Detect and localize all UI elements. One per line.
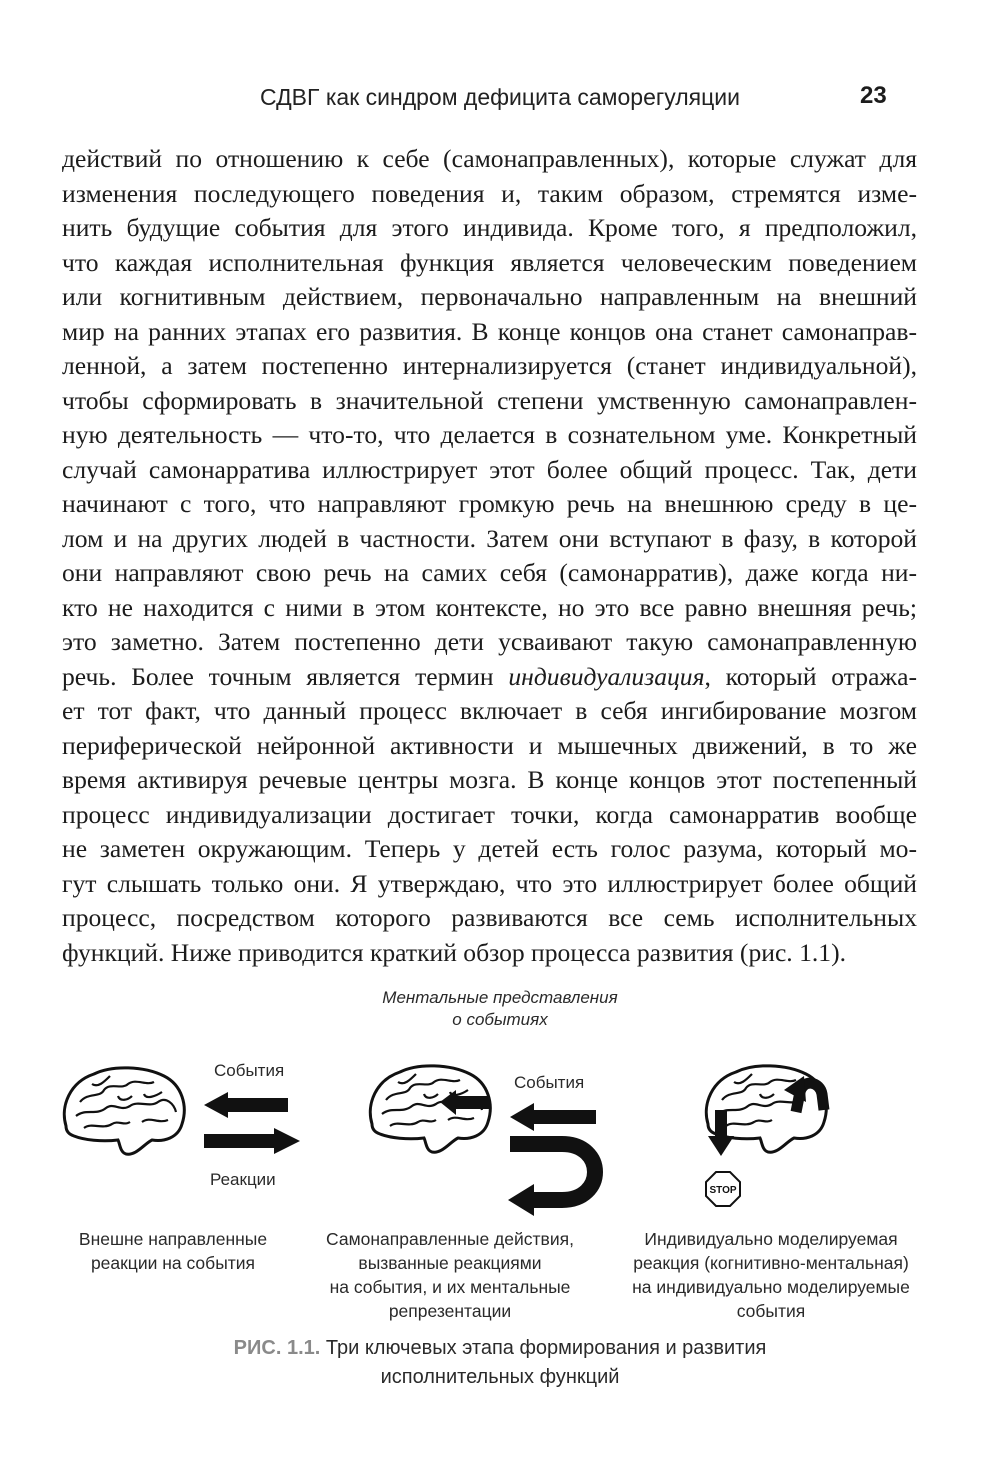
- brain-icon: [364, 1060, 496, 1158]
- caption-line: вызванные реакциями: [358, 1253, 542, 1273]
- brain-icon: [58, 1062, 190, 1160]
- text-line: ную деятельность — что-то, что делается в сознательном уме. Конкретный: [62, 420, 917, 449]
- caption-line: Индивидуально моделируемая: [644, 1229, 898, 1249]
- caption-line: реакция (когнитивно-ментальная): [633, 1253, 909, 1273]
- caption-line: на индивидуально моделируемые: [632, 1277, 910, 1297]
- text-line: процесс индивидуализации достигает точки, когда самонарратив вообще: [62, 799, 917, 829]
- figure-number: РИС. 1.1.: [233, 1337, 321, 1359]
- figure-top-title: [0, 987, 1000, 1031]
- stop-sign-text: STOP: [709, 1185, 737, 1196]
- panel1-caption: [50, 1227, 296, 1275]
- text-line: нить будущие события для этого индивида. Кроме того, я предположил,: [62, 213, 917, 242]
- events-label: События: [214, 1061, 285, 1080]
- text-line: ленной, а затем постепенно интернализируется (станет индивидуальной),: [62, 351, 917, 380]
- panel2-caption: [310, 1227, 590, 1323]
- text-line: ет тот факт, что данный процесс включает в себя ингибирование мозгом: [62, 696, 917, 725]
- events-label: События: [514, 1073, 585, 1092]
- text-line: они направляют свою речь на самих себя (самонарратив), даже когда ни-: [62, 558, 917, 587]
- reactions-label: Реакции: [210, 1170, 276, 1189]
- u-turn-arrow-icon: [506, 1136, 618, 1216]
- text-line: изменения последующего поведения и, таким образом, стремятся изме-: [62, 178, 917, 208]
- figure-top-title-line: о событиях: [452, 1010, 548, 1029]
- text-run: речь. Более точным является термин: [62, 661, 509, 691]
- text-line: гут слышать только они. Я утверждаю, что это иллюстрирует более общий: [62, 868, 917, 898]
- text-line: или когнитивным действием, первоначально направленным на внешний: [62, 282, 917, 311]
- text-line: лом и на других людей в частности. Затем они вступают в фазу, в которой: [62, 523, 917, 553]
- body-text: [62, 142, 917, 970]
- text-line: действий по отношению к себе (самонаправленных), которые служат для: [62, 144, 917, 173]
- arrow-left-icon: [204, 1092, 288, 1118]
- page-number: 23: [860, 82, 887, 109]
- text-line: что каждая исполнительная функция является человеческим поведением: [62, 247, 917, 277]
- text-line: [62, 660, 917, 695]
- italic-term: индивидуализация: [508, 661, 705, 691]
- text-line: процесс, посредством которого развиваются все семь исполнительных: [62, 903, 917, 932]
- text-line: чтобы сформировать в значительной степени умственную самонаправлен-: [62, 385, 917, 415]
- text-line: это заметно. Затем постепенно дети усваивают такую самонаправленную: [62, 627, 917, 656]
- caption-line: Самонаправленные действия,: [326, 1229, 574, 1249]
- text-line: не заметен окружающим. Теперь у детей есть голос разума, который мо-: [62, 834, 917, 863]
- figure-caption-line-2: исполнительных функций: [380, 1366, 620, 1388]
- text-line: время активируя речевые центры мозга. В конце концов этот постепенный: [62, 765, 917, 794]
- caption-line: события: [736, 1301, 806, 1321]
- figure-top-title-line: Ментальные представления: [382, 988, 618, 1007]
- caption-line: Внешне направленные: [78, 1229, 268, 1249]
- text-line: функций. Ниже приводится краткий обзор процесса развития (рис. 1.1).: [62, 937, 847, 967]
- text-line: начинают с того, что направляют громкую речь на внешнюю среду в це-: [62, 489, 917, 518]
- caption-line: репрезентации: [388, 1301, 512, 1321]
- arrow-down-icon: [708, 1110, 734, 1156]
- arrow-left-icon: [510, 1103, 596, 1131]
- text-line: случай самонарратива иллюстрирует этот более общий процесс. Так, дети: [62, 454, 917, 484]
- arrow-right-icon: [204, 1128, 300, 1154]
- text-line: периферической нейронной активности и мышечных движений, в то же: [62, 730, 917, 760]
- text-line: мир на ранних этапах его развития. В конце концов она станет самонаправ-: [62, 316, 917, 346]
- caption-line: реакции на события: [90, 1253, 256, 1273]
- caption-line: на события, и их ментальные: [329, 1277, 571, 1297]
- figure-caption-text: Три ключевых этапа формирования и развития: [320, 1337, 767, 1359]
- running-title: СДВГ как синдром дефицита саморегуляции: [259, 84, 740, 110]
- stop-sign-icon: [704, 1170, 742, 1208]
- text-run: , который отража-: [704, 661, 917, 691]
- panel3-caption: [606, 1227, 936, 1323]
- text-line: кто не находится с ними в этом контексте, но это все равно внешняя речь;: [62, 592, 917, 622]
- figure-caption-line-1: [0, 1334, 1000, 1363]
- figure-caption: [0, 1334, 1000, 1392]
